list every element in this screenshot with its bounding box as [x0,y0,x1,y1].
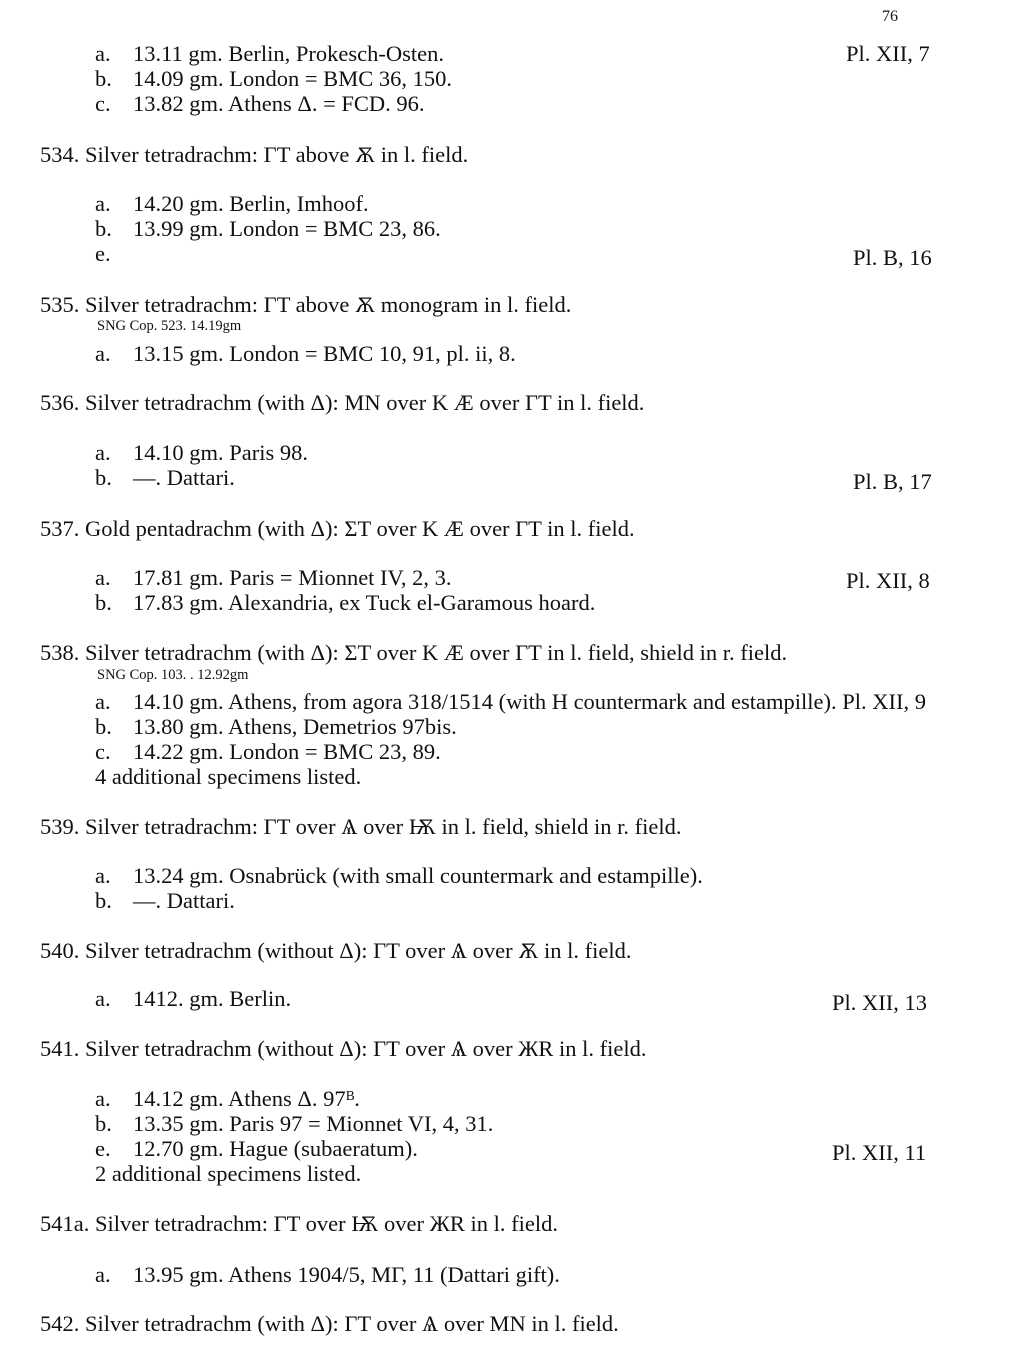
plate-reference: Pl. XII, 7 [846,41,930,66]
line-text: 14.09 gm. London = BMC 36, 150. [133,66,452,91]
entry-heading [40,938,631,963]
line-text: 13.80 gm. Athens, Demetrios 97bis. [133,714,457,739]
specimen-letter: a. [95,41,111,66]
specimen-line [95,91,425,116]
sng-note: SNG Cop. 523. 14.19gm [97,318,242,334]
specimen-line [95,888,235,913]
line-text: 540. Silver tetradrachm (without Δ): ΓT over Ѧ over Ѫ in l. field. [40,938,632,963]
specimen-line [95,241,133,266]
specimen-line [95,41,444,66]
line-text: 13.24 gm. Osnabrück (with small countermark and estampille). [133,863,703,888]
line-text: 538. Silver tetradrachm (with Δ): ΣT over K Æ over ΓT in l. field, shield in r. field. [40,640,788,665]
specimen-line [95,863,703,888]
specimen-letter: a. [95,986,111,1011]
plate-reference: Pl. XII, 13 [832,990,927,1015]
line-text: 14.10 gm. Paris 98. [133,440,309,465]
specimen-letter: e. [95,1136,111,1161]
specimen-line [95,341,516,366]
entry-heading [40,640,787,665]
specimen-letter: a. [95,440,111,465]
specimen-letter: a. [95,1086,111,1111]
line-text: 17.81 gm. Paris = Mionnet IV, 2, 3. [133,565,452,590]
line-text: 14.20 gm. Berlin, Imhoof. [133,191,369,216]
specimen-line [95,590,595,615]
line-text: 539. Silver tetradrachm: ΓT over Ѧ over Ѭ in l. field, shield in r. field. [40,814,682,839]
entry-heading [95,764,361,789]
specimen-line [95,216,441,241]
specimen-letter: a. [95,191,111,216]
specimen-letter: e. [95,241,111,266]
specimen-letter: a. [95,341,111,366]
specimen-line [95,1262,560,1287]
entry-heading [95,1161,361,1186]
line-text: 1412. gm. Berlin. [133,986,292,1011]
specimen-letter: b. [95,1111,112,1136]
line-text: 2 additional specimens listed. [95,1161,362,1186]
entry-heading [40,390,644,415]
line-text: 13.95 gm. Athens 1904/5, MΓ, 11 (Dattari gift). [133,1262,560,1287]
line-text: 534. Silver tetradrachm: ΓT above Ѫ in l. field. [40,142,469,167]
line-text: 14.22 gm. London = BMC 23, 89. [133,739,441,764]
plate-reference: Pl. XII, 8 [846,568,930,593]
page-number: 76 [882,8,898,25]
line-text: 17.83 gm. Alexandria, ex Tuck el-Garamous hoard. [133,590,596,615]
specimen-letter: b. [95,714,112,739]
specimen-line [95,1111,493,1136]
line-text: 12.70 gm. Hague (subaeratum). [133,1136,418,1161]
specimen-line [95,714,457,739]
line-text: 536. Silver tetradrachm (with Δ): MN over K Æ over ΓT in l. field. [40,390,645,415]
line-text: 541a. Silver tetradrachm: ΓT over Ѭ over ЖR in l. field. [40,1211,558,1236]
entry-heading [40,1311,619,1336]
entry-heading [40,1211,558,1236]
line-text: 13.35 gm. Paris 97 = Mionnet VI, 4, 31. [133,1111,494,1136]
plate-reference: Pl. B, 16 [853,245,932,270]
line-text: 14.10 gm. Athens, from agora 318/1514 (with H countermark and estampille). Pl. XII, 9 [133,689,926,714]
specimen-letter: a. [95,863,111,888]
specimen-letter: c. [95,739,111,764]
line-text: 541. Silver tetradrachm (without Δ): ΓT over Ѧ over ЖR in l. field. [40,1036,647,1061]
plate-reference: Pl. XII, 11 [832,1140,927,1165]
specimen-line [95,739,441,764]
entry-heading [40,814,682,839]
line-text: 13.11 gm. Berlin, Prokesch-Osten. [133,41,445,66]
entry-heading [40,1036,646,1061]
specimen-line [95,440,308,465]
line-text: 4 additional specimens listed. [95,764,362,789]
plate-reference: Pl. B, 17 [853,469,932,494]
specimen-line [95,66,452,91]
specimen-letter: b. [95,216,112,241]
specimen-line [95,465,235,490]
specimen-letter: b. [95,888,112,913]
specimen-line [95,1136,418,1161]
line-text: 13.82 gm. Athens Δ. = FCD. 96. [133,91,425,116]
line-text: 13.15 gm. London = BMC 10, 91, pl. ii, 8. [133,341,516,366]
specimen-letter: b. [95,465,112,490]
line-text: 542. Silver tetradrachm (with Δ): ΓT over Ѧ over MN in l. field. [40,1311,619,1336]
entry-heading [40,516,635,541]
specimen-line [95,689,926,714]
specimen-letter: c. [95,91,111,116]
line-text: 14.12 gm. Athens Δ. 97ᴮ. [133,1086,360,1111]
specimen-letter: b. [95,66,112,91]
specimen-line [95,191,369,216]
entry-heading [40,292,571,317]
entry-heading [40,142,468,167]
line-text: 535. Silver tetradrachm: ΓT above Ѫ monogram in l. field. [40,292,572,317]
specimen-letter: a. [95,565,111,590]
specimen-letter: a. [95,689,111,714]
line-text: —. Dattari. [133,888,235,913]
specimen-letter: a. [95,1262,111,1287]
line-text: —. Dattari. [133,465,235,490]
specimen-line [95,986,291,1011]
line-text: 537. Gold pentadrachm (with Δ): ΣT over K Æ over ΓT in l. field. [40,516,635,541]
sng-note: SNG Cop. 103. . 12.92gm [97,667,249,683]
line-text: 13.99 gm. London = BMC 23, 86. [133,216,441,241]
specimen-letter: b. [95,590,112,615]
specimen-line [95,1086,360,1111]
specimen-line [95,565,452,590]
